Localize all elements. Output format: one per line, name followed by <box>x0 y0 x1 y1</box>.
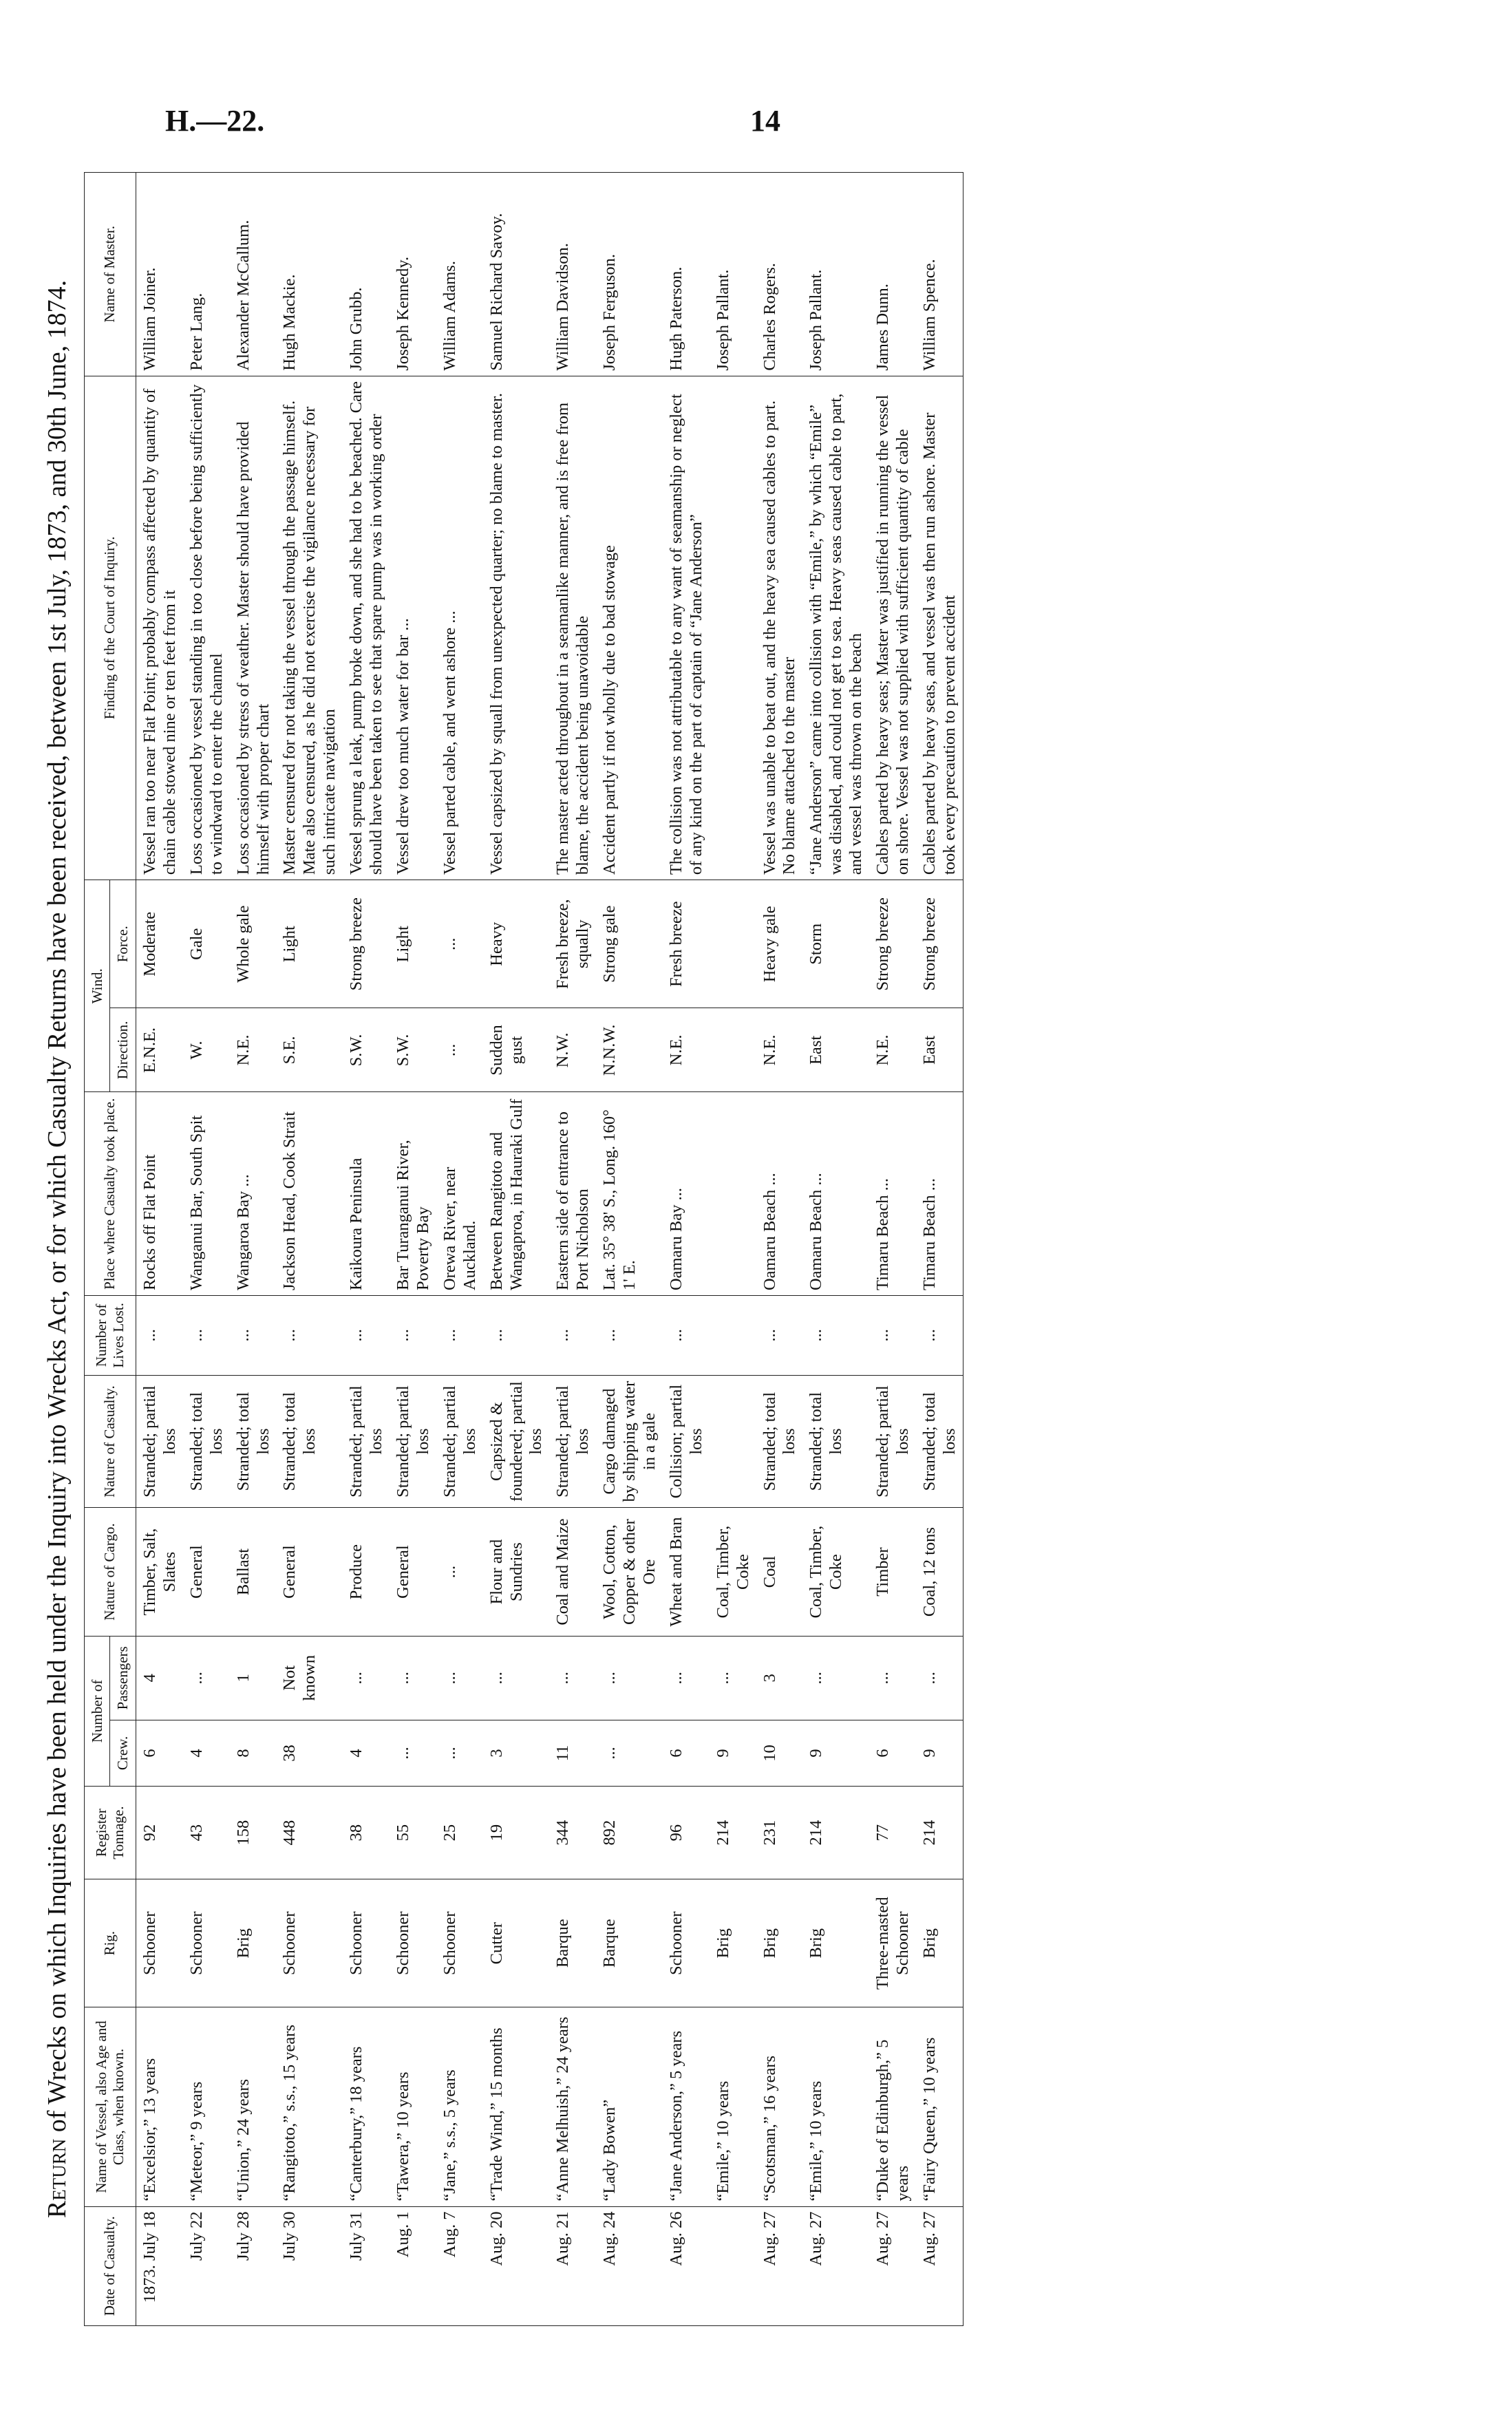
cell-direction: ... <box>436 1008 483 1092</box>
cell-vessel: “Scotsman,” 16 years <box>756 2007 803 2206</box>
cell-passengers: ... <box>916 1636 963 1720</box>
cell-rig: Brig <box>710 1879 756 2007</box>
cell-finding: The master acted throughout in a seamanlike manner, and is free from blame, the accident being unavoidable <box>549 376 596 880</box>
col-force: Force. <box>110 880 136 1008</box>
cell-finding: Vessel parted cable, and went ashore ... <box>436 376 483 880</box>
table-row <box>596 173 663 2326</box>
cell-date: Aug. 24 <box>596 2206 663 2325</box>
cell-place: Eastern side of entrance to Port Nicholson <box>549 1092 596 1296</box>
cell-master: Joseph Pallant. <box>802 173 869 376</box>
cell-place: Wangaroa Bay ... <box>230 1092 277 1296</box>
cell-rig: Barque <box>549 1879 596 2007</box>
table-row <box>183 173 230 2326</box>
cell-cargo: Coal, Timber, Coke <box>802 1508 869 1636</box>
cell-master: Charles Rogers. <box>756 173 803 376</box>
cell-tonnage: 43 <box>183 1787 230 1879</box>
col-finding: Finding of the Court of Inquiry. <box>84 376 136 880</box>
cell-cargo: ... <box>436 1508 483 1636</box>
cell-rig: Brig <box>802 1879 869 2007</box>
cell-lives-lost: ... <box>436 1296 483 1376</box>
cell-master: Peter Lang. <box>183 173 230 376</box>
cell-lives-lost: ... <box>343 1296 390 1376</box>
cell-direction: Sudden gust <box>483 1008 550 1092</box>
cell-master: Samuel Richard Savoy. <box>483 173 550 376</box>
cell-direction: E.N.E. <box>136 1008 183 1092</box>
cell-lives-lost: ... <box>802 1296 869 1376</box>
cell-tonnage: 214 <box>710 1787 756 1879</box>
cell-place: Jackson Head, Cook Strait <box>276 1092 343 1296</box>
cell-cargo: General <box>183 1508 230 1636</box>
cell-casualty: Stranded; partial loss <box>549 1375 596 1508</box>
cell-date: Aug. 20 <box>483 2206 550 2325</box>
col-place: Place where Casualty took place. <box>84 1092 136 1296</box>
cell-force: Gale <box>183 880 230 1008</box>
cell-vessel: “Jane Anderson,” 5 years <box>663 2007 710 2206</box>
cell-force <box>710 880 756 1008</box>
cell-passengers: ... <box>483 1636 550 1720</box>
cell-finding: Vessel drew too much water for bar ... <box>390 376 436 880</box>
cell-place: Oamaru Bay ... <box>663 1092 710 1296</box>
cell-cargo: General <box>390 1508 436 1636</box>
cell-rig: Schooner <box>183 1879 230 2007</box>
cell-date: Aug. 1 <box>390 2206 436 2325</box>
cell-passengers: 1 <box>230 1636 277 1720</box>
cell-direction: East <box>916 1008 963 1092</box>
cell-vessel: “Fairy Queen,” 10 years <box>916 2007 963 2206</box>
cell-lives-lost: ... <box>869 1296 916 1376</box>
cell-finding <box>710 376 756 880</box>
cell-lives-lost: ... <box>136 1296 183 1376</box>
cell-finding: Cables parted by heavy seas, and vessel was then run ashore. Master took every precaution to prevent accident <box>916 376 963 880</box>
cell-rig: Schooner <box>343 1879 390 2007</box>
table-row <box>483 173 550 2326</box>
cell-direction <box>710 1008 756 1092</box>
cell-tonnage: 214 <box>916 1787 963 1879</box>
cell-tonnage: 96 <box>663 1787 710 1879</box>
col-lives-lost: Number of Lives Lost. <box>84 1296 136 1376</box>
page-title <box>41 172 74 2326</box>
cell-passengers: ... <box>710 1636 756 1720</box>
cell-date <box>710 2206 756 2325</box>
cell-finding: “Jane Anderson” came into collision with “Emile,” by which “Emile” was disabled, and could not get to sea. Heavy seas caused cable to part, and vessel was thrown on the beach <box>802 376 869 880</box>
table-row <box>390 173 436 2326</box>
cell-casualty: Stranded; total loss <box>276 1375 343 1508</box>
cell-rig: Schooner <box>436 1879 483 2007</box>
cell-tonnage: 77 <box>869 1787 916 1879</box>
cell-tonnage: 892 <box>596 1787 663 1879</box>
cell-date: Aug. 27 <box>756 2206 803 2325</box>
cell-passengers: 3 <box>756 1636 803 1720</box>
cell-rig: Brig <box>916 1879 963 2007</box>
col-casualty: Nature of Casualty. <box>84 1375 136 1508</box>
cell-cargo: Wool, Cotton, Copper & other Ore <box>596 1508 663 1636</box>
cell-force: Heavy <box>483 880 550 1008</box>
cell-force: Light <box>276 880 343 1008</box>
cell-tonnage: 448 <box>276 1787 343 1879</box>
cell-vessel: “Rangitoto,” s.s., 15 years <box>276 2007 343 2206</box>
cell-direction: S.W. <box>343 1008 390 1092</box>
cell-crew: 9 <box>916 1720 963 1786</box>
cell-cargo: Coal <box>756 1508 803 1636</box>
title-text: of Wrecks on which Inquiries have been held under the Inquiry into Wrecks Act, or for which Casualty Returns have been received, between 1st July, 1873, and 30th June, 1874. <box>43 279 72 2139</box>
cell-cargo: Timber, Salt, Slates <box>136 1508 183 1636</box>
col-vessel: Name of Vessel, also Age and Class, when known. <box>84 2007 136 2206</box>
cell-passengers: ... <box>596 1636 663 1720</box>
cell-tonnage: 231 <box>756 1787 803 1879</box>
cell-passengers: ... <box>549 1636 596 1720</box>
col-date: Date of Casualty. <box>84 2206 136 2325</box>
table-row <box>230 173 277 2326</box>
cell-cargo: Timber <box>869 1508 916 1636</box>
cell-tonnage: 25 <box>436 1787 483 1879</box>
cell-casualty: Stranded; partial loss <box>343 1375 390 1508</box>
cell-master: Alexander McCallum. <box>230 173 277 376</box>
cell-casualty: Stranded; total loss <box>183 1375 230 1508</box>
cell-crew: 10 <box>756 1720 803 1786</box>
cell-master: William Joiner. <box>136 173 183 376</box>
cell-force: Strong breeze <box>343 880 390 1008</box>
cell-passengers: ... <box>183 1636 230 1720</box>
cell-date: July 28 <box>230 2206 277 2325</box>
col-cargo: Nature of Cargo. <box>84 1508 136 1636</box>
cell-master: Hugh Mackie. <box>276 173 343 376</box>
cell-master: Joseph Ferguson. <box>596 173 663 376</box>
cell-force: Storm <box>802 880 869 1008</box>
cell-direction: S.W. <box>390 1008 436 1092</box>
cell-casualty <box>710 1375 756 1508</box>
cell-tonnage: 344 <box>549 1787 596 1879</box>
col-direction: Direction. <box>110 1008 136 1092</box>
table-body <box>136 173 963 2326</box>
table-row <box>802 173 869 2326</box>
cell-cargo: Coal and Maize <box>549 1508 596 1636</box>
cell-crew: 9 <box>710 1720 756 1786</box>
cell-place: Between Rangitoto and Wangaproa, in Hauraki Gulf <box>483 1092 550 1296</box>
cell-cargo: Coal, 12 tons <box>916 1508 963 1636</box>
cell-direction: N.W. <box>549 1008 596 1092</box>
cell-casualty: Stranded; partial loss <box>136 1375 183 1508</box>
cell-crew: 38 <box>276 1720 343 1786</box>
cell-cargo: Produce <box>343 1508 390 1636</box>
cell-vessel: “Anne Melhuish,” 24 years <box>549 2007 596 2206</box>
cell-tonnage: 19 <box>483 1787 550 1879</box>
cell-cargo: Coal, Timber, Coke <box>710 1508 756 1636</box>
document-reference: H.—22. <box>165 104 265 138</box>
col-crew: Crew. <box>110 1720 136 1786</box>
cell-vessel: “Duke of Edinburgh,” 5 years <box>869 2007 916 2206</box>
cell-crew: 11 <box>549 1720 596 1786</box>
cell-lives-lost: ... <box>549 1296 596 1376</box>
cell-direction: N.E. <box>663 1008 710 1092</box>
cell-vessel: “Excelsior,” 13 years <box>136 2007 183 2206</box>
cell-lives-lost: ... <box>756 1296 803 1376</box>
col-rig: Rig. <box>84 1879 136 2007</box>
cell-place: Kaikoura Peninsula <box>343 1092 390 1296</box>
cell-direction: N.E. <box>230 1008 277 1092</box>
table-row <box>916 173 963 2326</box>
cell-force: Heavy gale <box>756 880 803 1008</box>
col-passengers: Passengers <box>110 1636 136 1720</box>
cell-passengers: ... <box>436 1636 483 1720</box>
cell-master: James Dunn. <box>869 173 916 376</box>
cell-crew: ... <box>390 1720 436 1786</box>
cell-crew: 6 <box>869 1720 916 1786</box>
cell-rig: Cutter <box>483 1879 550 2007</box>
cell-place: Orewa River, near Auckland. <box>436 1092 483 1296</box>
cell-lives-lost: ... <box>663 1296 710 1376</box>
cell-casualty: Stranded; partial loss <box>869 1375 916 1508</box>
cell-direction: East <box>802 1008 869 1092</box>
cell-place: Rocks off Flat Point <box>136 1092 183 1296</box>
cell-lives-lost: ... <box>390 1296 436 1376</box>
cell-crew: 4 <box>183 1720 230 1786</box>
page-number: 14 <box>750 104 780 138</box>
cell-force: Whole gale <box>230 880 277 1008</box>
cell-rig: Schooner <box>390 1879 436 2007</box>
cell-crew: ... <box>436 1720 483 1786</box>
cell-date: July 30 <box>276 2206 343 2325</box>
cell-master: William Spence. <box>916 173 963 376</box>
cell-lives-lost: ... <box>276 1296 343 1376</box>
cell-rig: Barque <box>596 1879 663 2007</box>
cell-lives-lost: ... <box>230 1296 277 1376</box>
table-row <box>276 173 343 2326</box>
cell-direction: W. <box>183 1008 230 1092</box>
cell-casualty: Stranded; partial loss <box>390 1375 436 1508</box>
cell-casualty: Stranded; total loss <box>802 1375 869 1508</box>
cell-tonnage: 158 <box>230 1787 277 1879</box>
cell-date: 1873. July 18 <box>136 2206 183 2325</box>
cell-lives-lost <box>710 1296 756 1376</box>
cell-master: William Adams. <box>436 173 483 376</box>
cell-rig: Schooner <box>136 1879 183 2007</box>
table-row <box>136 173 183 2326</box>
cell-crew: 6 <box>136 1720 183 1786</box>
table-row <box>869 173 916 2326</box>
cell-cargo: General <box>276 1508 343 1636</box>
table-row <box>663 173 710 2326</box>
table-row <box>756 173 803 2326</box>
cell-place: Oamaru Beach ... <box>756 1092 803 1296</box>
cell-rig: Three-masted Schooner <box>869 1879 916 2007</box>
col-wind: Wind. <box>84 880 110 1092</box>
cell-vessel: “Trade Wind,” 15 months <box>483 2007 550 2206</box>
cell-casualty: Cargo damaged by shipping water in a gale <box>596 1375 663 1508</box>
cell-date: Aug. 27 <box>802 2206 869 2325</box>
cell-crew: ... <box>596 1720 663 1786</box>
cell-place: Lat. 35° 38' S., Long. 160° 1' E. <box>596 1092 663 1296</box>
cell-place: Timaru Beach ... <box>869 1092 916 1296</box>
cell-passengers: Not known <box>276 1636 343 1720</box>
cell-lives-lost: ... <box>183 1296 230 1376</box>
cell-passengers: ... <box>343 1636 390 1720</box>
cell-crew: 8 <box>230 1720 277 1786</box>
cell-finding: Master censured for not taking the vessel through the passage himself. Mate also censured, as he did not exercise the vigilance necessary for such intricate navigation <box>276 376 343 880</box>
cell-force: Moderate <box>136 880 183 1008</box>
table-row <box>549 173 596 2326</box>
cell-casualty: Capsized & foundered; partial loss <box>483 1375 550 1508</box>
cell-force: Light <box>390 880 436 1008</box>
cell-place: Timaru Beach ... <box>916 1092 963 1296</box>
cell-master: Joseph Pallant. <box>710 173 756 376</box>
cell-force: Fresh breeze <box>663 880 710 1008</box>
cell-casualty: Stranded; total loss <box>230 1375 277 1508</box>
cell-rig: Brig <box>756 1879 803 2007</box>
cell-vessel: “Jane,” s.s., 5 years <box>436 2007 483 2206</box>
cell-date: July 31 <box>343 2206 390 2325</box>
cell-direction: N.E. <box>869 1008 916 1092</box>
col-master: Name of Master. <box>84 173 136 376</box>
cell-rig: Brig <box>230 1879 277 2007</box>
table-row <box>710 173 756 2326</box>
cell-direction: N.N.W. <box>596 1008 663 1092</box>
cell-crew: 9 <box>802 1720 869 1786</box>
cell-force: Strong gale <box>596 880 663 1008</box>
cell-lives-lost: ... <box>916 1296 963 1376</box>
cell-passengers: 4 <box>136 1636 183 1720</box>
cell-crew: 6 <box>663 1720 710 1786</box>
table-row <box>343 173 390 2326</box>
cell-finding: Loss occasioned by vessel standing in too close before being sufficiently to windward to enter the channel <box>183 376 230 880</box>
cell-vessel: “Union,” 24 years <box>230 2007 277 2206</box>
cell-passengers: ... <box>663 1636 710 1720</box>
title-lead: Return <box>43 2138 72 2219</box>
col-tonnage: Register Tonnage. <box>84 1787 136 1879</box>
cell-vessel: “Tawera,” 10 years <box>390 2007 436 2206</box>
cell-rig: Schooner <box>276 1879 343 2007</box>
cell-vessel: “Meteor,” 9 years <box>183 2007 230 2206</box>
cell-cargo: Flour and Sundries <box>483 1508 550 1636</box>
cell-finding: Vessel was unable to beat out, and the heavy sea caused cables to part. No blame attached to the master <box>756 376 803 880</box>
cell-force: ... <box>436 880 483 1008</box>
cell-tonnage: 55 <box>390 1787 436 1879</box>
cell-force: Fresh breeze, squally <box>549 880 596 1008</box>
cell-date: Aug. 27 <box>869 2206 916 2325</box>
cell-date: Aug. 21 <box>549 2206 596 2325</box>
cell-casualty: Stranded; partial loss <box>436 1375 483 1508</box>
cell-tonnage: 92 <box>136 1787 183 1879</box>
cell-passengers: ... <box>390 1636 436 1720</box>
cell-tonnage: 38 <box>343 1787 390 1879</box>
cell-master: Hugh Paterson. <box>663 173 710 376</box>
cell-master: Joseph Kennedy. <box>390 173 436 376</box>
cell-cargo: Wheat and Bran <box>663 1508 710 1636</box>
cell-date: July 22 <box>183 2206 230 2325</box>
cell-place: Oamaru Beach ... <box>802 1092 869 1296</box>
cell-finding: Accident partly if not wholly due to bad stowage <box>596 376 663 880</box>
wrecks-table <box>84 172 963 2326</box>
cell-cargo: Ballast <box>230 1508 277 1636</box>
cell-vessel: “Emile,” 10 years <box>802 2007 869 2206</box>
cell-passengers: ... <box>869 1636 916 1720</box>
cell-finding: Vessel sprung a leak, pump broke down, and she had to be beached. Care should have been taken to see that spare pump was in working order <box>343 376 390 880</box>
cell-lives-lost: ... <box>596 1296 663 1376</box>
cell-master: John Grubb. <box>343 173 390 376</box>
cell-lives-lost: ... <box>483 1296 550 1376</box>
cell-finding: Vessel ran too near Flat Point; probably compass affected by quantity of chain cable stowed nine or ten feet from it <box>136 376 183 880</box>
col-number-of: Number of <box>84 1636 110 1786</box>
cell-master: William Davidson. <box>549 173 596 376</box>
cell-finding: Cables parted by heavy seas; Master was justified in running the vessel on shore. Vessel was not supplied with sufficient quantity of cable <box>869 376 916 880</box>
cell-finding: Loss occasioned by stress of weather. Master should have provided himself with proper chart <box>230 376 277 880</box>
cell-finding: The collision was not attributable to any want of seamanship or neglect of any kind on the part of captain of “Jane Anderson” <box>663 376 710 880</box>
cell-force: Strong breeze <box>869 880 916 1008</box>
cell-casualty: Stranded; total loss <box>756 1375 803 1508</box>
cell-direction: N.E. <box>756 1008 803 1092</box>
cell-vessel: “Emile,” 10 years <box>710 2007 756 2206</box>
cell-finding: Vessel capsized by squall from unexpected quarter; no blame to master. <box>483 376 550 880</box>
cell-place: Bar Turanganui River, Poverty Bay <box>390 1092 436 1296</box>
cell-place <box>710 1092 756 1296</box>
cell-casualty: Collision; partial loss <box>663 1375 710 1508</box>
cell-casualty: Stranded; total loss <box>916 1375 963 1508</box>
cell-crew: 3 <box>483 1720 550 1786</box>
cell-date: Aug. 7 <box>436 2206 483 2325</box>
cell-rig: Schooner <box>663 1879 710 2007</box>
cell-date: Aug. 26 <box>663 2206 710 2325</box>
rotated-return-table <box>41 172 1445 2326</box>
cell-passengers: ... <box>802 1636 869 1720</box>
cell-crew: 4 <box>343 1720 390 1786</box>
cell-vessel: “Canterbury,” 18 years <box>343 2007 390 2206</box>
cell-date: Aug. 27 <box>916 2206 963 2325</box>
cell-tonnage: 214 <box>802 1787 869 1879</box>
cell-place: Wanganui Bar, South Spit <box>183 1092 230 1296</box>
table-row <box>436 173 483 2326</box>
cell-direction: S.E. <box>276 1008 343 1092</box>
cell-vessel: “Lady Bowen” <box>596 2007 663 2206</box>
cell-force: Strong breeze <box>916 880 963 1008</box>
